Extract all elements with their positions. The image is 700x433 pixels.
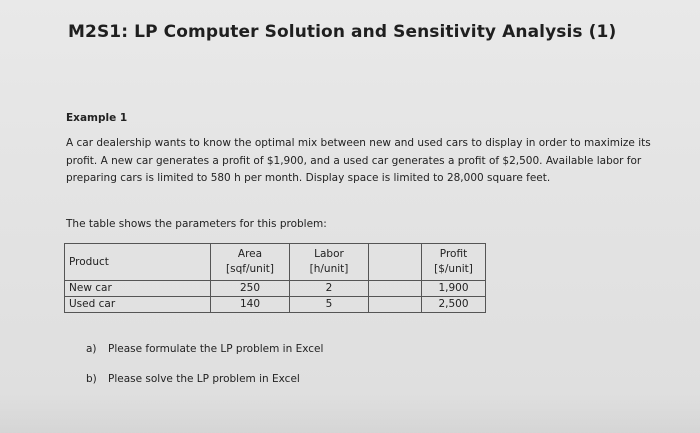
cell-product: Used car: [65, 297, 211, 313]
header-labor-label: Labor: [314, 248, 344, 260]
cell-labor: 5: [290, 297, 369, 313]
cell-profit: 1,900: [422, 281, 486, 297]
cell-product: New car: [65, 281, 211, 297]
problem-statement: A car dealership wants to know the optimal mix between new and used cars to display in order to maximize its profit. A new car generates a profit of $1,900, and a used car generates a profit of $2,500. Available labor for preparing cars is limited to 580 h per month. Display space is limited to 28,000 square feet.: [66, 137, 651, 184]
header-product: Product: [65, 244, 211, 281]
table-header-row: [65, 244, 486, 281]
question-text: Please solve the LP problem in Excel: [108, 373, 300, 385]
table-intro: The table shows the parameters for this problem:: [66, 218, 327, 230]
parameters-table: [64, 243, 486, 313]
table-row: [65, 281, 486, 297]
header-area-label: Area: [237, 248, 263, 260]
question-letter: a): [86, 343, 97, 355]
question-letter: b): [86, 373, 97, 385]
question-a: [86, 343, 323, 355]
header-profit-label: Profit: [439, 248, 468, 260]
cell-spacer: [369, 281, 422, 297]
table-row: [65, 297, 486, 313]
header-labor-unit: [h/unit]: [309, 263, 349, 275]
header-area: [211, 244, 290, 281]
cell-area: 140: [211, 297, 290, 313]
page-title: M2S1: LP Computer Solution and Sensitivity Analysis (1): [68, 22, 617, 42]
example-heading: Example 1: [66, 112, 128, 124]
cell-area: 250: [211, 281, 290, 297]
cell-profit: 2,500: [422, 297, 486, 313]
paper-shadow: [0, 393, 700, 433]
cell-labor: 2: [290, 281, 369, 297]
header-profit: [422, 244, 486, 281]
question-b: [86, 373, 300, 385]
question-text: Please formulate the LP problem in Excel: [108, 343, 324, 355]
header-area-unit: [sqf/unit]: [226, 263, 274, 275]
header-spacer: [369, 244, 422, 281]
header-labor: [290, 244, 369, 281]
cell-spacer: [369, 297, 422, 313]
header-profit-unit: [$/unit]: [434, 263, 473, 275]
